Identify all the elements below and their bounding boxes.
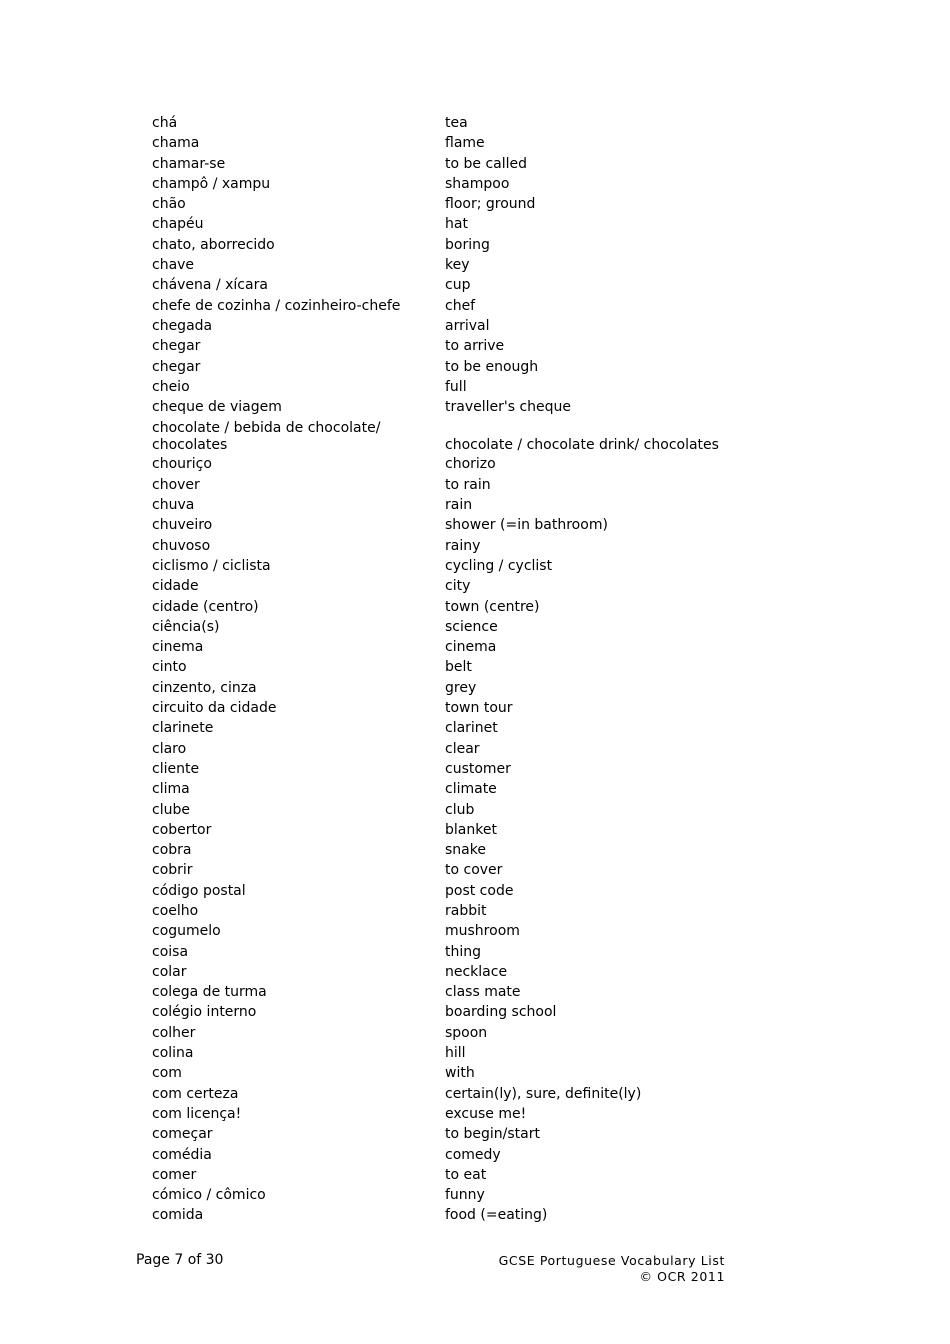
vocab-row (152, 377, 852, 397)
vocab-row (152, 718, 852, 738)
vocab-row (152, 779, 852, 799)
portuguese-term: colina (152, 1045, 194, 1062)
portuguese-term: comer (152, 1166, 197, 1183)
portuguese-term: cidade (152, 578, 199, 595)
document-title: GCSE Portuguese Vocabulary List (498, 1253, 725, 1268)
portuguese-term: champô / xampu (152, 175, 271, 192)
vocab-row (152, 617, 852, 637)
english-translation: clear (445, 740, 480, 757)
portuguese-term: código postal (152, 882, 246, 899)
portuguese-term: ciclismo / ciclista (152, 557, 271, 574)
vocab-row (152, 454, 852, 474)
document-footer (499, 1253, 725, 1285)
vocab-row (152, 235, 852, 255)
vocab-row (152, 800, 852, 820)
vocab-row (152, 1124, 852, 1144)
english-translation: boarding school (445, 1004, 557, 1021)
portuguese-term: chegada (152, 317, 213, 334)
english-translation: boring (445, 236, 490, 253)
english-translation: food (=eating) (445, 1207, 548, 1224)
english-translation: full (445, 378, 467, 395)
vocab-row (152, 336, 852, 356)
portuguese-term: chávena / xícara (152, 277, 268, 294)
vocab-row (152, 113, 852, 133)
english-translation: town (centre) (445, 598, 540, 615)
english-translation: certain(ly), sure, definite(ly) (445, 1085, 642, 1102)
english-translation: shower (=in bathroom) (445, 517, 608, 534)
portuguese-term: chouriço (152, 456, 212, 473)
portuguese-term: comédia (152, 1146, 212, 1163)
vocab-row (152, 255, 852, 275)
portuguese-term: chuva (152, 497, 195, 514)
english-translation: cycling / cyclist (445, 557, 553, 574)
portuguese-term: chato, aborrecido (152, 236, 275, 253)
vocab-row (152, 1104, 852, 1124)
english-translation: to eat (445, 1166, 487, 1183)
vocab-row (152, 475, 852, 495)
english-translation: clarinet (445, 720, 498, 737)
english-translation: snake (445, 842, 486, 859)
english-translation: to arrive (445, 338, 505, 355)
english-translation: town tour (445, 700, 513, 717)
english-translation: chocolate / chocolate drink/ chocolates (445, 437, 719, 454)
english-translation: flame (445, 135, 485, 152)
english-translation: climate (445, 781, 497, 798)
portuguese-term: chefe de cozinha / cozinheiro-chefe (152, 297, 401, 314)
portuguese-term: cobrir (152, 862, 193, 879)
english-translation: to be called (445, 155, 528, 172)
vocab-row (152, 1084, 852, 1104)
vocabulary-list (152, 113, 852, 1226)
vocab-row (152, 154, 852, 174)
portuguese-term: cinzento, cinza (152, 679, 257, 696)
portuguese-term: colher (152, 1024, 196, 1041)
portuguese-term: com (152, 1065, 182, 1082)
portuguese-term: chapéu (152, 216, 204, 233)
portuguese-term: cliente (152, 760, 200, 777)
vocab-row (152, 597, 852, 617)
vocab-row (152, 840, 852, 860)
vocab-row (152, 1145, 852, 1165)
vocab-row (152, 1185, 852, 1205)
vocab-row (152, 881, 852, 901)
english-translation: hill (445, 1045, 466, 1062)
vocab-row (152, 901, 852, 921)
english-translation: arrival (445, 317, 490, 334)
portuguese-term: colégio interno (152, 1004, 257, 1021)
portuguese-term: chave (152, 257, 195, 274)
vocab-row (152, 1002, 852, 1022)
portuguese-term: começar (152, 1126, 213, 1143)
portuguese-term: chegar (152, 358, 201, 375)
portuguese-term: chover (152, 476, 200, 493)
english-translation: chef (445, 297, 476, 314)
portuguese-term: colar (152, 963, 187, 980)
portuguese-term: clima (152, 781, 190, 798)
english-translation: to begin/start (445, 1126, 540, 1143)
english-translation: to cover (445, 862, 503, 879)
english-translation: class mate (445, 984, 521, 1001)
vocab-row (152, 275, 852, 295)
portuguese-term: circuito da cidade (152, 700, 277, 717)
copyright-notice: © OCR 2011 (639, 1269, 725, 1284)
vocab-row (152, 214, 852, 234)
vocab-row (152, 133, 852, 153)
english-translation: blanket (445, 821, 497, 838)
english-translation: mushroom (445, 923, 520, 940)
english-translation: cinema (445, 639, 497, 656)
vocab-row (152, 678, 852, 698)
english-translation: necklace (445, 963, 508, 980)
english-translation: rainy (445, 537, 481, 554)
portuguese-term: cheio (152, 378, 190, 395)
vocab-row (152, 962, 852, 982)
vocab-row (152, 556, 852, 576)
portuguese-term: com certeza (152, 1085, 239, 1102)
portuguese-term: cogumelo (152, 923, 221, 940)
vocab-row (152, 698, 852, 718)
english-translation: belt (445, 659, 472, 676)
vocab-row (152, 174, 852, 194)
portuguese-term: colega de turma (152, 984, 267, 1001)
vocab-row (152, 739, 852, 759)
portuguese-term: clarinete (152, 720, 214, 737)
vocab-row (152, 637, 852, 657)
portuguese-term: claro (152, 740, 187, 757)
english-translation: rain (445, 497, 473, 514)
vocab-row (152, 316, 852, 336)
portuguese-term: chegar (152, 338, 201, 355)
vocab-row (152, 1205, 852, 1225)
english-translation: city (445, 578, 471, 595)
english-translation: excuse me! (445, 1105, 527, 1122)
portuguese-term: coelho (152, 902, 199, 919)
english-translation: with (445, 1065, 475, 1082)
english-translation: to rain (445, 476, 491, 493)
vocab-row (152, 982, 852, 1002)
vocab-row (152, 1023, 852, 1043)
english-translation: chorizo (445, 456, 496, 473)
page-number: Page 7 of 30 (136, 1252, 224, 1268)
vocab-row (152, 860, 852, 880)
english-translation: rabbit (445, 902, 487, 919)
english-translation: thing (445, 943, 482, 960)
portuguese-term: chocolate / bebida de chocolate/ chocolates (152, 420, 381, 454)
english-translation: club (445, 801, 475, 818)
english-translation: science (445, 618, 498, 635)
portuguese-term: coisa (152, 943, 189, 960)
english-translation: key (445, 257, 470, 274)
portuguese-term: clube (152, 801, 190, 818)
english-translation: funny (445, 1187, 485, 1204)
portuguese-term: cobertor (152, 821, 212, 838)
portuguese-term: chamar-se (152, 155, 226, 172)
vocab-row (152, 397, 852, 417)
vocab-row (152, 1043, 852, 1063)
portuguese-term: chama (152, 135, 200, 152)
vocab-row (152, 417, 852, 454)
vocab-row (152, 657, 852, 677)
portuguese-term: comida (152, 1207, 204, 1224)
english-translation: grey (445, 679, 477, 696)
portuguese-term: cobra (152, 842, 192, 859)
english-translation: to be enough (445, 358, 539, 375)
vocab-row (152, 759, 852, 779)
english-translation: post code (445, 882, 514, 899)
english-translation: tea (445, 115, 468, 131)
vocab-row (152, 1165, 852, 1185)
vocab-row (152, 495, 852, 515)
portuguese-term: chão (152, 196, 186, 213)
vocab-row (152, 194, 852, 214)
english-translation: traveller's cheque (445, 399, 572, 416)
portuguese-term: ciência(s) (152, 618, 220, 635)
portuguese-term: cinema (152, 639, 204, 656)
english-translation: shampoo (445, 175, 510, 192)
portuguese-term: chuveiro (152, 517, 213, 534)
portuguese-term: cinto (152, 659, 187, 676)
english-translation: comedy (445, 1146, 501, 1163)
portuguese-term: cómico / cômico (152, 1187, 266, 1204)
vocab-row (152, 921, 852, 941)
english-translation: spoon (445, 1024, 488, 1041)
portuguese-term: com licença! (152, 1105, 242, 1122)
portuguese-term: cheque de viagem (152, 399, 282, 416)
portuguese-term: cidade (centro) (152, 598, 259, 615)
english-translation: customer (445, 760, 511, 777)
vocab-row (152, 820, 852, 840)
english-translation: cup (445, 277, 471, 294)
vocab-row (152, 515, 852, 535)
english-translation: hat (445, 216, 468, 233)
vocab-row (152, 357, 852, 377)
vocab-row (152, 942, 852, 962)
vocab-row (152, 1063, 852, 1083)
portuguese-term: chuvoso (152, 537, 211, 554)
english-translation: floor; ground (445, 196, 536, 213)
vocab-row (152, 296, 852, 316)
vocab-row (152, 536, 852, 556)
vocab-row (152, 576, 852, 596)
portuguese-term: chá (152, 115, 178, 131)
